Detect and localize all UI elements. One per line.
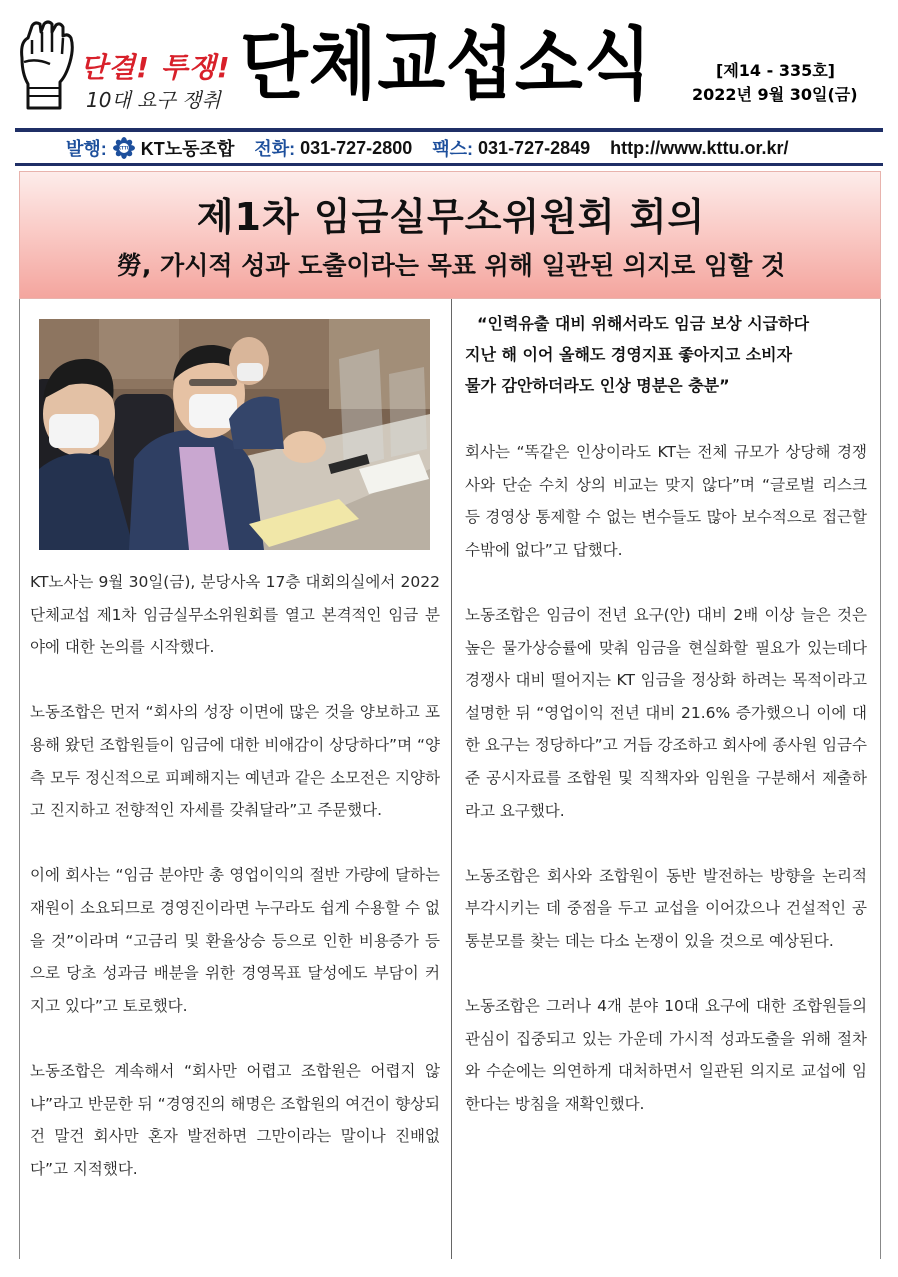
- header-rule-bottom: [15, 163, 883, 166]
- article-paragraph: 회사는 “똑같은 인상이라도 KT는 전체 규모가 상당해 경쟁사와 단순 수치 상의 비교는 맞지 않다”며 “글로벌 리스크 등 경영상 통제할 수 없는 변수들도 많아 보수적으로 접근할 수밖에 없다”고 답했다.: [465, 443, 867, 559]
- right-column: [465, 436, 867, 1153]
- pull-quote-line: “인력유출 대비 위해서라도 임금 보상 시급하다: [477, 314, 810, 333]
- publisher-label: 발행:: [66, 139, 107, 159]
- slogan-main: 단결! 투쟁!: [80, 51, 231, 84]
- masthead: [0, 0, 898, 125]
- phone-label: 전화:: [254, 139, 296, 159]
- phone-number: 031-727-2800: [300, 137, 413, 158]
- meeting-photo: [39, 319, 430, 550]
- article-paragraph: 노동조합은 회사와 조합원이 동반 발전하는 방향을 논리적 부각시키는 데 중점을 두고 교섭을 이어갔으나 건설적인 공통분모를 찾는 데는 다소 논쟁이 있을 것으로 예상된다.: [465, 866, 867, 950]
- article-paragraph: 노동조합은 계속해서 “회사만 어렵고 조합원은 어렵지 않냐”라고 반문한 뒤 “경영진의 해명은 조합원의 여건이 향상되건 말건 회사만 혼자 발전하면 그만이라는 말이나 진배없다”고 지적했다.: [30, 1061, 440, 1178]
- fax-label: 팩스:: [432, 139, 474, 159]
- fax-number: 031-727-2849: [478, 137, 591, 158]
- raised-fist-icon: [10, 18, 80, 114]
- headline-subtitle: 勞, 가시적 성과 도출이라는 목표 위해 일관된 의지로 임할 것: [116, 251, 786, 280]
- issue-date: 2022년 9월 30일(금): [692, 85, 858, 104]
- pull-quote-line: 지난 해 이어 올해도 경영지표 좋아지고 소비자: [465, 345, 793, 364]
- issue-number: [제14 - 335호]: [716, 61, 835, 80]
- article-paragraph: 노동조합은 그러나 4개 분야 10대 요구에 대한 조합원들의 관심이 집중되고 있는 가운데 가시적 성과도출을 위해 절차와 수순에는 의연하게 대처하면서 일관된 의지로 교섭에 임한다는 방침을 재확인했다.: [465, 997, 867, 1113]
- headline-box: [19, 171, 881, 299]
- pull-quote: [465, 308, 867, 401]
- left-column: [30, 566, 440, 1218]
- union-logo-icon: [113, 137, 135, 159]
- publisher-name: KT노동조합: [140, 139, 235, 159]
- newsletter-title: 단체교섭소식: [240, 20, 653, 110]
- header-rule-top: [15, 128, 883, 132]
- headline-title: 제1차 임금실무소위원회 회의: [196, 195, 706, 239]
- slogan-sub: 10대 요구 쟁취: [86, 88, 221, 112]
- article-paragraph: 노동조합은 임금이 전년 요구(안) 대비 2배 이상 늘은 것은 높은 물가상승률에 맞춰 임금을 현실화할 필요가 있는데다 경쟁사 대비 떨어지는 KT 임금을 정상화 하려는 목적이라고 설명한 뒤 “영업이익 전년 대비 21.6% 증가했으니 이에 대한 요구는 정당하다”고 거듭 강조하고 회사에 종사원 임금수준 공시자료를 조합원 및 직책자와 임원을 구분해서 제출하라고 요구했다.: [465, 605, 867, 820]
- pull-quote-line: 물가 감안하더라도 인상 명분은 충분”: [465, 376, 730, 395]
- article-paragraph: KT노사는 9월 30일(금), 분당사옥 17층 대회의실에서 2022 단체교섭 제1차 임금실무소위원회를 열고 본격적인 임금 분야에 대한 논의를 시작했다.: [30, 573, 440, 657]
- article-paragraph: 이에 회사는 “임금 분야만 총 영업이익의 절반 가량에 달하는 재원이 소요되므로 경영진이라면 누구라도 쉽게 수용할 수 없을 것”이라며 “고금리 및 환율상승 등으로 인한 비용증가 등으로 당초 성과금 배분을 위한 경영목표 달성에도 부담이 커지고 있다”고 토로했다.: [30, 866, 440, 1015]
- article-paragraph: 노동조합은 먼저 “회사의 성장 이면에 많은 것을 양보하고 포용해 왔던 조합원들이 임금에 대한 비애감이 상당하다”며 “양측 모두 정신적으로 피폐해지는 예년과 같은 소모전은 지양하고 진지하고 전향적인 자세를 갖춰달라”고 주문했다.: [30, 703, 440, 820]
- publisher-bar: [66, 135, 788, 161]
- frame-right-border: [880, 299, 881, 1259]
- logo-lettering: KTTU: [117, 145, 130, 151]
- column-divider: [451, 299, 452, 1259]
- frame-left-border: [19, 299, 20, 1259]
- website-link[interactable]: http://www.kttu.or.kr/: [610, 137, 789, 158]
- meeting-photo-illustration: [39, 319, 430, 550]
